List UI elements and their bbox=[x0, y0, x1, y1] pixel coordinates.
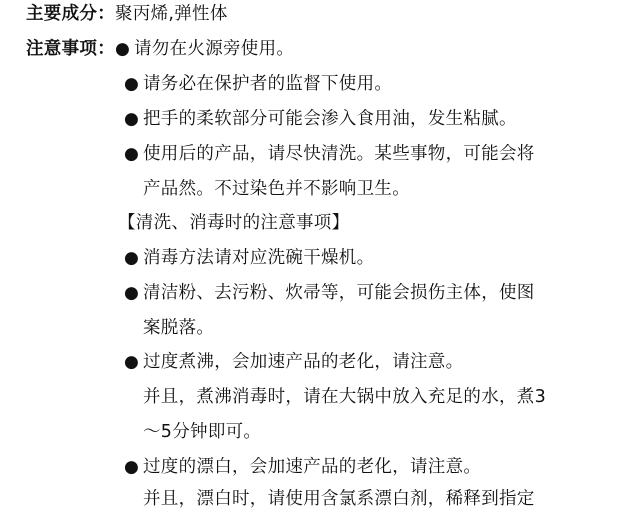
notes-row-2 bbox=[124, 72, 392, 96]
cleaning-row-3 bbox=[124, 350, 463, 374]
cleaning-item-3-extra-line-1: 并且，煮沸消毒时，请在大锅中放入充足的水，煮3 bbox=[143, 387, 547, 407]
bullet-icon: ● bbox=[124, 109, 140, 129]
cleaning-row-4 bbox=[124, 455, 481, 479]
bullet-icon: ● bbox=[124, 74, 140, 94]
notes-row-1 bbox=[26, 37, 294, 61]
cleaning-row-2 bbox=[124, 281, 535, 305]
bullet-icon: ● bbox=[124, 457, 140, 477]
bullet-icon: ● bbox=[124, 248, 140, 268]
cleaning-item-2: 清洁粉、去污粉、炊帚等，可能会损伤主体，使图 bbox=[143, 283, 535, 303]
cleaning-row-1 bbox=[124, 246, 374, 270]
notes-item-2: 请务必在保护者的监督下使用。 bbox=[143, 74, 393, 94]
notes-item-4: 使用后的产品，请尽快清洗。某些事物，可能会将 bbox=[143, 144, 535, 164]
cleaning-item-3: 过度煮沸，会加速产品的老化，请注意。 bbox=[143, 352, 464, 372]
notes-item-3: 把手的柔软部分可能会渗入食用油，发生粘腻。 bbox=[143, 109, 517, 129]
notes-label: 注意事项： bbox=[26, 39, 115, 59]
ingredients-value: 聚丙烯,弹性体 bbox=[115, 4, 228, 24]
ingredients-row bbox=[26, 2, 228, 26]
cleaning-item-2-continuation: 案脱落。 bbox=[143, 318, 215, 338]
bullet-icon: ● bbox=[124, 283, 140, 303]
ingredients-label: 主要成分： bbox=[26, 4, 115, 24]
bullet-icon: ● bbox=[115, 39, 131, 59]
cleaning-heading: 【清洗、消毒时的注意事项】 bbox=[118, 213, 350, 233]
cleaning-item-4: 过度的漂白，会加速产品的老化，请注意。 bbox=[143, 457, 482, 477]
notes-row-3 bbox=[124, 107, 517, 131]
notes-row-4 bbox=[124, 142, 535, 166]
bullet-icon: ● bbox=[124, 352, 140, 372]
notes-item-1: 请勿在火源旁使用。 bbox=[134, 39, 295, 59]
cleaning-item-4-partial-line: 并且，漂白时，请使用含氯系漂白剂，稀释到指定 bbox=[143, 489, 535, 509]
bullet-icon: ● bbox=[124, 144, 140, 164]
notes-item-4-continuation: 产品然。不过染色并不影响卫生。 bbox=[143, 179, 410, 199]
cleaning-item-3-extra-line-2: ～5分钟即可。 bbox=[143, 422, 262, 442]
cleaning-item-1: 消毒方法请对应洗碗干燥机。 bbox=[143, 248, 375, 268]
